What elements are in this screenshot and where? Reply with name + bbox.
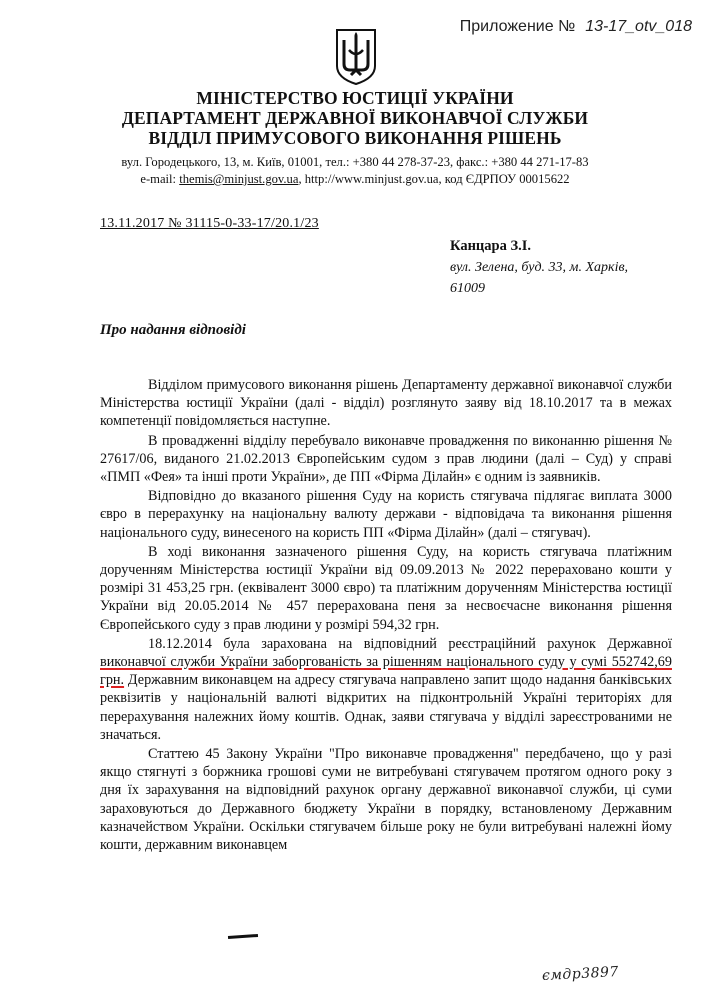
recipient-address-line1: вул. Зелена, буд. 33, м. Харків, [450,260,629,275]
paragraph-5 [100,635,672,744]
registration-number: 13.11.2017 № 31115-0-33-17/20.1/23 [100,216,319,231]
ministry-title: МІНІСТЕРСТВО ЮСТИЦІЇ УКРАЇНИ [196,88,514,108]
recipient-name: Канцара З.І. [450,238,532,254]
website-code: , http://www.minjust.gov.ua, код ЄДРПОУ 00015622 [298,172,570,186]
contact-block [0,154,710,188]
paragraph-4: В ході виконання зазначеного рішення Суду, на користь стягувача платіжним дорученням Міністерства юстиції України від 09.09.2013 № 2022 перераховано кошти у розмірі 31 453,25 грн. (еквівалент 3000 євро) та платіжним дорученням Міністерства юстиції України від 20.05.2014 № 457 перерахована пеня за несвоєчасне виконання рішення Європейського суду з прав людини у розмірі 594,32 грн. [100,543,672,633]
recipient-block [450,236,690,299]
paragraph-3: Відповідно до вказаного рішення Суду на користь стягувача підлягає виплата 3000 євро в перерахунку на національну валюту держави - відповідача та виконання рішення національного суду, винесеного на користь ПП «Фірма Ділайн» (далі – стягувач). [100,488,672,541]
annex-label [460,18,692,36]
department-title: ДЕПАРТАМЕНТ ДЕРЖАВНОЇ ВИКОНАВЧОЇ СЛУЖБИ [121,108,589,128]
paragraph-1: Відділом примусового виконання рішень Департаменту державної виконавчої служби Міністерства юстиції України (далі - відділ) розглянуто заяву від 18.10.2017 та в межах компетенції повідомляється наступне. [100,377,672,430]
paragraph-5-start: 18.12.2014 була зарахована на відповідний реєстраційний рахунок Державної [148,635,672,652]
email-link[interactable]: themis@minjust.gov.ua [179,172,299,186]
ukraine-trident-emblem-icon [334,28,378,86]
letter-subject: Про надання відповіді [100,322,246,338]
letter-body [100,376,672,854]
handwritten-note: ємдр3897 [541,963,620,985]
division-title: ВІДДІЛ ПРИМУСОВОГО ВИКОНАННЯ РІШЕНЬ [148,128,562,148]
postal-address: вул. Городецького, 13, м. Київ, 01001, тел.: +380 44 278-37-23, факс.: +380 44 271-17-83 [121,155,589,169]
annex-number: 13-17_otv_018 [585,18,692,35]
letterhead [0,88,710,188]
highlighted-debt-amount: виконавчої служби України заборгованість за рішенням національного суду у сумі 552742,69 грн. [100,654,672,689]
email-label: e-mail: [140,172,180,186]
annex-label-text: Приложение № [459,18,576,35]
email-line [0,171,710,188]
paragraph-2: В провадженні відділу перебувало виконавче провадження по виконанню рішення № 27617/06, виданого 21.02.2013 Європейським судом з прав людини (далі – Суд) у справі «ПМП «Фея» та інші проти України», де ПП «Фірма Ділайн» є одним із заявників. [100,432,672,486]
page-continuation-dash [228,934,258,939]
recipient-address-line2: 61009 [450,281,485,296]
paragraph-6: Статтею 45 Закону України "Про виконавче провадження" передбачено, що у разі якщо стягнуті з боржника грошові суми не витребувані стягувачем протягом одного року з дня їх зарахування на відповідний рахунок органу державної виконавчої служби, ці суми зараховуються до Державного бюджету України в порядку, встановленому Державним казначейством України. Оскільки стягувачем більше року не були витребувані належні йому кошти, державним виконавцем [100,746,672,854]
paragraph-5-end: Державним виконавцем на адресу стягувача направлено запит щодо надання банківських реквізитів у національній валюті відкритих на підконтрольній Україні територіях для перерахування належних йому коштів. Однак, заяви стягувача у відділі зареєстрованими не значаться. [100,672,672,743]
